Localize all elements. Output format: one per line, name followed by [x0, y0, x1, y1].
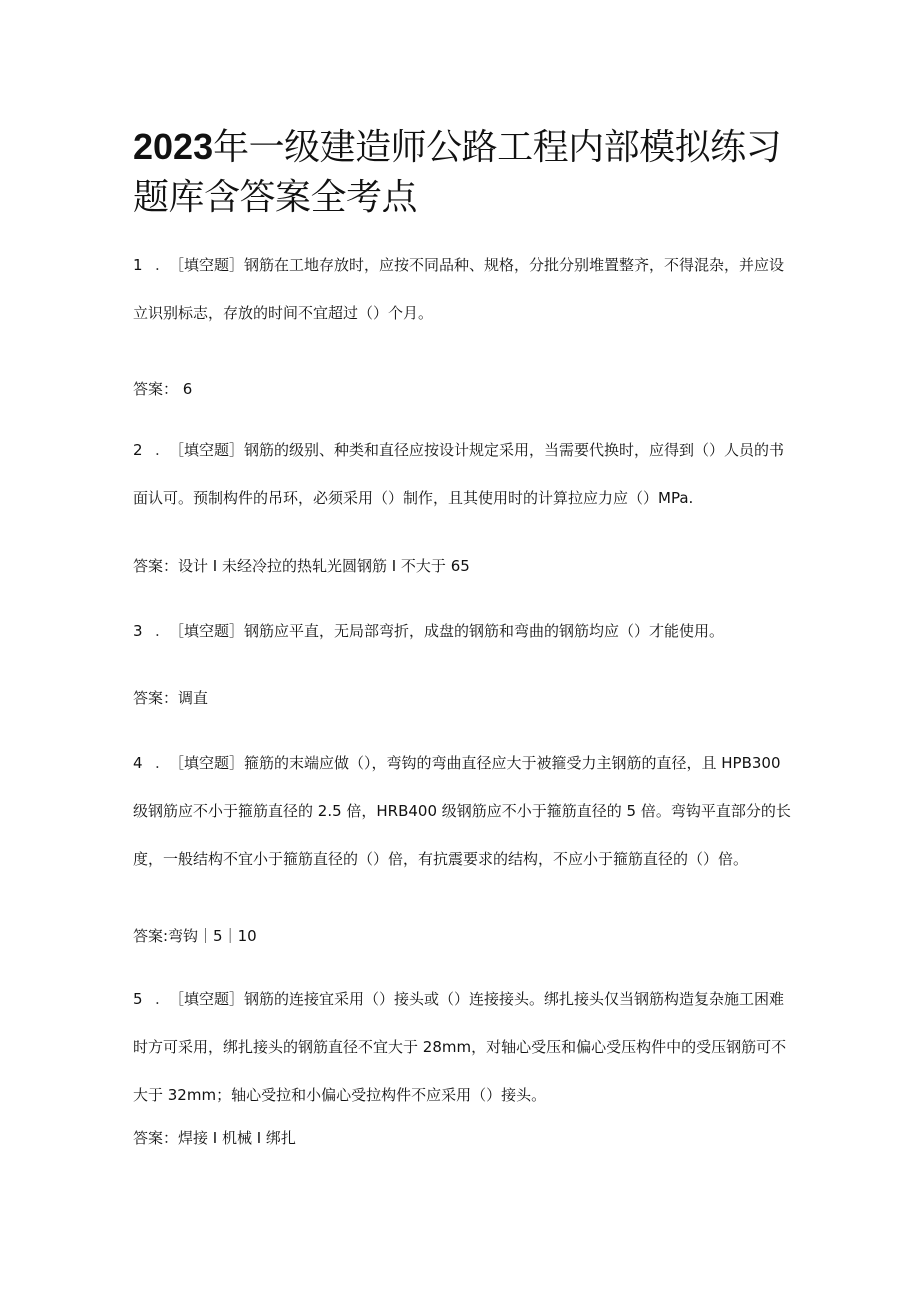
question-dot: .	[155, 441, 160, 459]
question-number: 1	[133, 256, 143, 274]
question-number: 2	[133, 441, 143, 459]
question-text: ［填空题］钢筋在工地存放时，应按不同品种、规格，分批分别堆置整齐，不得混杂，并应设立识别标志，存放的时间不宜超过（）个月。	[133, 256, 785, 322]
question-text: ［填空题］钢筋应平直，无局部弯折，成盘的钢筋和弯曲的钢筋均应（）才能使用。	[169, 622, 725, 640]
question-5	[133, 975, 793, 1119]
question-text: ［填空题］箍筋的末端应做（），弯钩的弯曲直径应大于被箍受力主钢筋的直径，且 HPB300 级钢筋应不小于箍筋直径的 2.5 倍，HRB400 级钢筋应不小于箍筋直径的 5 倍。弯钩平直部分的长度，一般结构不宜小于箍筋直径的（）倍，有抗震要求的结构，不应小于箍筋直径的（）倍。	[133, 754, 791, 868]
question-number: 4	[133, 754, 143, 772]
title-text: 年一级建造师公路工程内部模拟练习题库含答案全考点	[133, 127, 782, 218]
question-text: ［填空题］钢筋的级别、种类和直径应按设计规定采用，当需要代换时，应得到（）人员的书面认可。预制构件的吊环，必须采用（）制作，且其使用时的计算拉应力应（）MPa.	[133, 441, 785, 507]
question-dot: .	[155, 990, 160, 1008]
answer-4: 答案:弯钩｜5｜10	[133, 927, 257, 945]
question-2	[133, 426, 793, 522]
question-dot: .	[155, 256, 160, 274]
answer-2: 答案：设计 I 未经冷拉的热轧光圆钢筋 I 不大于 65	[133, 557, 470, 575]
question-number: 3	[133, 622, 143, 640]
title-year: 2023	[133, 126, 214, 167]
question-3	[133, 607, 793, 655]
answer-5: 答案：焊接 I 机械 I 绑扎	[133, 1129, 296, 1147]
question-1	[133, 241, 793, 337]
answer-1: 答案： 6	[133, 380, 193, 398]
answer-3: 答案：调直	[133, 689, 209, 707]
question-4	[133, 739, 793, 883]
question-text: ［填空题］钢筋的连接宜采用（）接头或（）连接接头。绑扎接头仅当钢筋构造复杂施工困难时方可采用，绑扎接头的钢筋直径不宜大于 28mm，对轴心受压和偏心受压构件中的受压钢筋可不大于 32mm；轴心受拉和小偏心受拉构件不应采用（）接头。	[133, 990, 787, 1104]
question-number: 5	[133, 990, 143, 1008]
question-dot: .	[155, 754, 160, 772]
document-title	[133, 122, 793, 223]
question-dot: .	[155, 622, 160, 640]
